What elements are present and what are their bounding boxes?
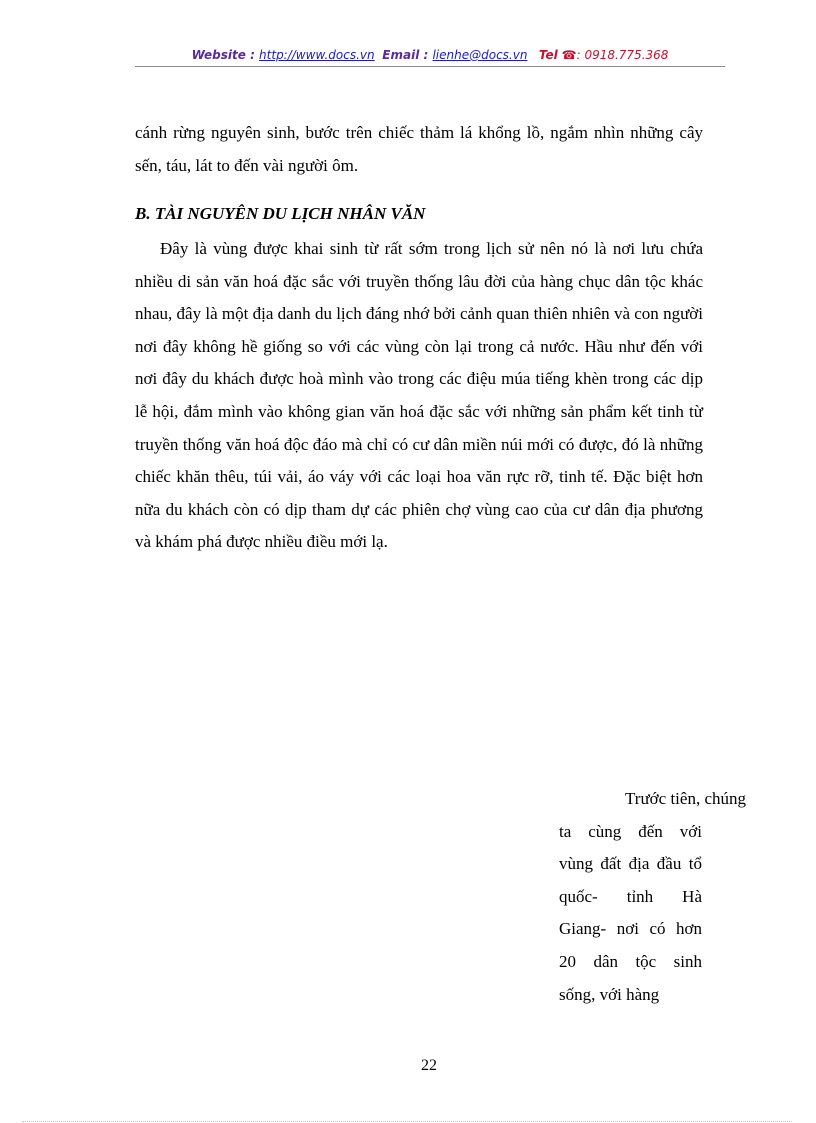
section-heading: B. TÀI NGUYÊN DU LỊCH NHÂN VĂN [135,204,426,223]
tel-label: Tel [538,48,558,62]
paragraph-cultural-resources: Đây là vùng được khai sinh từ rất sớm trong lịch sử nên nó là nơi lưu chứa nhiều di sản văn hoá đặc sắc với truyền thống lâu đời của hàng chục dân tộc khác nhau, đây là một địa danh du lịch đáng nhớ bởi cảnh quan thiên nhiên và con người nơi đây không hề giống so với các vùng còn lại trong cả nước. Hầu như đến với nơi đây du khách được hoà mình vào trong các điệu múa tiếng khèn trong các dịp lễ hội, đắm mình vào không gian văn hoá đặc sắc với những sản phẩm kết tinh từ truyền thống văn hoá độc đáo mà chỉ có cư dân miền núi mới có được, đó là những chiếc khăn thêu, túi vải, áo váy với các loại hoa văn rực rỡ, tinh tế. Đặc biệt hơn nữa du khách còn có dịp tham dự các phiên chợ vùng cao của cư dân địa phương và khám phá được nhiều điều mới lạ. [135,239,703,552]
website-separator: : [245,48,260,62]
tel-number: 0918.775.368 [584,48,669,62]
side-text-box [559,783,746,1011]
email-separator: : [419,48,433,62]
footer-divider [22,1121,792,1122]
email-label: Email [382,48,420,62]
website-label: Website [191,48,246,62]
page-header [135,47,725,63]
website-link[interactable]: http://www.docs.vn [259,48,375,62]
side-text-first-line: Trước tiên, chúng [625,789,746,808]
page-number: 22 [421,1057,437,1074]
paragraph-continuation: cánh rừng nguyên sinh, bước trên chiếc thảm lá khổng lồ, ngắm nhìn những cây sến, táu, lát to đến vài người ôm. [135,123,703,175]
telephone-icon: ☎ [561,48,577,62]
email-link[interactable]: lienhe@docs.vn [432,48,528,62]
tel-separator: : [576,48,585,62]
header-divider [135,66,725,67]
side-text-rest: ta cùng đến với vùng đất địa đầu tổ quốc- tỉnh Hà Giang- nơi có hơn 20 dân tộc sinh sống, với hàng [559,821,702,1004]
